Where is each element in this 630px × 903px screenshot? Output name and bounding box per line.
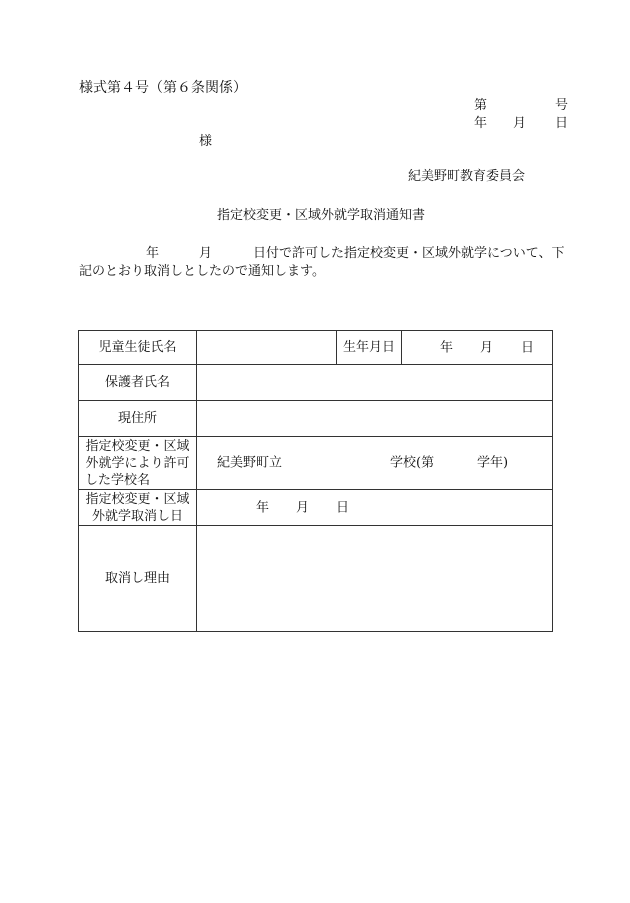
issue-date-year: 年 (474, 116, 488, 131)
cancel-reason-field[interactable] (197, 526, 553, 632)
body-line2: 記のとおり取消しとしたので通知します。 (79, 264, 325, 279)
cancel-date-label-line1: 指定校変更・区域 (85, 491, 190, 507)
permitted-school-label (79, 437, 197, 490)
cancel-date-label (79, 490, 197, 526)
issue-date-month: 月 (513, 116, 527, 131)
birthdate-field[interactable] (402, 331, 553, 365)
table-row (79, 490, 553, 526)
cancellation-form-table (78, 330, 553, 632)
document-number-suffix: 号 (555, 98, 569, 113)
permitted-school-label-line3: した学校名 (85, 472, 151, 488)
birthdate-label: 生年月日 (337, 331, 402, 365)
table-row (79, 365, 553, 401)
cancel-day-unit: 日 (336, 500, 350, 515)
table-row (79, 437, 553, 490)
birth-year-unit: 年 (440, 340, 454, 355)
birth-day-unit: 日 (521, 340, 535, 355)
cancel-date-label-line2: 外就学取消し日 (91, 508, 183, 524)
cancel-year-unit: 年 (256, 500, 270, 515)
addressee-suffix: 様 (199, 134, 213, 149)
table-row (79, 401, 553, 437)
issue-date-day: 日 (555, 116, 569, 131)
document-title: 指定校変更・区域外就学取消通知書 (217, 208, 426, 223)
body-month: 月 (199, 246, 213, 261)
grade-suffix: 学年) (477, 455, 509, 471)
document-number-label: 第 (474, 98, 488, 113)
address-field[interactable] (197, 401, 553, 437)
form-number: 様式第４号（第６条関係） (79, 80, 247, 96)
cancel-month-unit: 月 (296, 500, 310, 515)
permitted-school-field[interactable] (197, 437, 553, 490)
permitted-school-label-line2: 外就学により許可 (85, 455, 190, 471)
permitted-school-label-line1: 指定校変更・区域 (85, 438, 190, 454)
birth-month-unit: 月 (480, 340, 494, 355)
cancel-date-field[interactable] (197, 490, 553, 526)
cancel-reason-label: 取消し理由 (79, 526, 197, 632)
issuer-name: 紀美野町教育委員会 (408, 169, 526, 184)
guardian-name-label: 保護者氏名 (79, 365, 197, 401)
table-row (79, 331, 553, 365)
school-prefix: 紀美野町立 (217, 455, 283, 471)
table-row (79, 526, 553, 632)
school-suffix: 学校(第 (390, 455, 435, 471)
guardian-name-field[interactable] (197, 365, 553, 401)
student-name-field[interactable] (197, 331, 337, 365)
body-line1: 日付で許可した指定校変更・区域外就学について、下 (253, 246, 565, 261)
body-year: 年 (146, 246, 160, 261)
address-label: 現住所 (79, 401, 197, 437)
student-name-label: 児童生徒氏名 (79, 331, 197, 365)
